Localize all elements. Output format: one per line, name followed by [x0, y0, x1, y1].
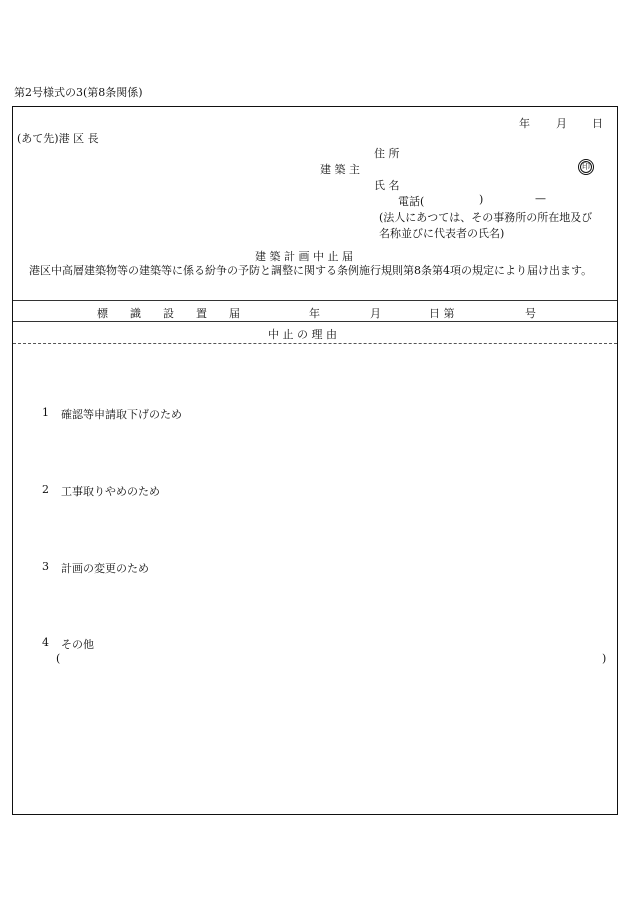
corporate-note-line2: 名称並びに代表者の氏名): [379, 227, 505, 240]
phone-paren-close: ): [479, 193, 484, 206]
form-frame: [12, 106, 618, 815]
other-paren-open: (: [56, 652, 61, 665]
sign-notice-number: 号: [525, 307, 536, 320]
reason-item-text: 確認等申請取下げのため: [61, 408, 182, 421]
statement-text: 港区中高層建築物等の建築等に係る紛争の予防と調整に関する条例施行規則第8条第4項の規定により届け出ます。: [29, 264, 593, 277]
document-title: 建 築 計 画 中 止 届: [255, 250, 353, 263]
form-number-label: 第2号様式の3(第8条関係): [14, 86, 143, 99]
sign-notice-day-no: 日 第: [429, 307, 455, 320]
reason-item-text: 計画の変更のため: [61, 562, 149, 575]
seal-char: 印: [582, 162, 590, 171]
reason-heading: 中 止 の 理 由: [268, 328, 337, 341]
reason-item-number: 4: [42, 636, 49, 649]
phone-label: 電話(: [398, 195, 425, 208]
builder-label: 建 築 主: [320, 163, 360, 176]
reason-dashed-divider: [13, 343, 617, 344]
date-day-label: 日: [592, 117, 603, 130]
sign-notice-year: 年: [309, 307, 320, 320]
other-paren-close: ): [602, 652, 607, 665]
reason-item-text: その他: [61, 638, 94, 651]
sign-notice-label: 標 識 設 置 届: [97, 307, 240, 320]
seal-mark-icon: [578, 159, 594, 175]
corporate-note-line1: (法人にあつては、その事務所の所在地及び: [379, 211, 593, 224]
divider-middle: [13, 321, 617, 322]
date-month-label: 月: [556, 117, 567, 130]
phone-dash: —: [535, 192, 546, 205]
reason-item-number: 1: [42, 406, 49, 419]
reason-item-text: 工事取りやめのため: [61, 485, 160, 498]
addressee: (あて先)港 区 長: [17, 132, 99, 145]
name-label: 氏 名: [374, 179, 400, 192]
date-year-label: 年: [519, 117, 530, 130]
sign-notice-month: 月: [370, 307, 381, 320]
address-label: 住 所: [374, 147, 400, 160]
reason-item-number: 2: [42, 483, 49, 496]
reason-item-number: 3: [42, 560, 49, 573]
divider-top: [13, 300, 617, 301]
